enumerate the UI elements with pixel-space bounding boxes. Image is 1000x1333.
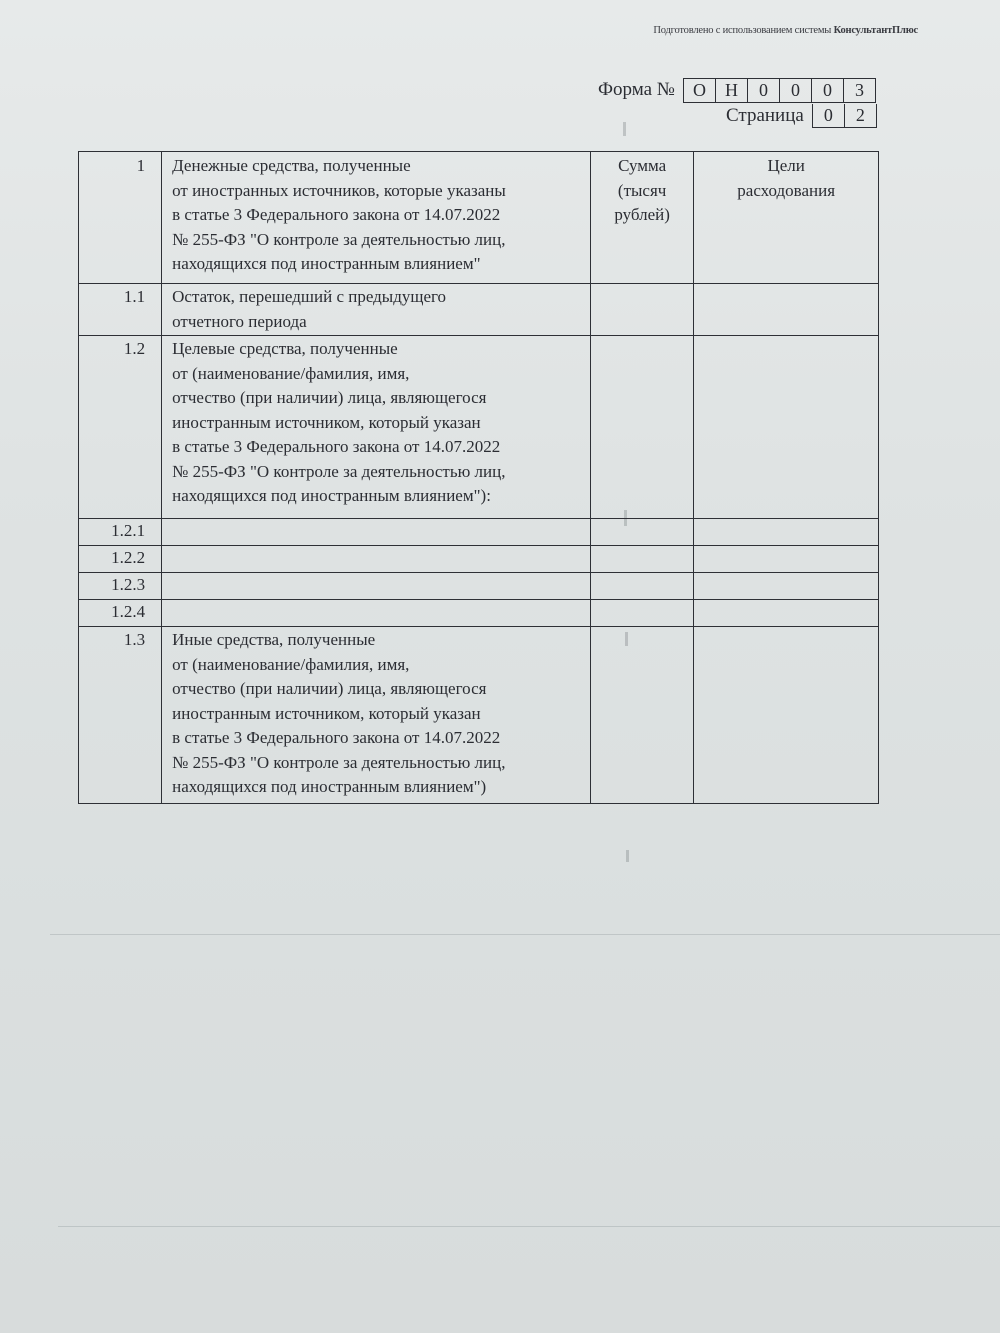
description-line: отчество (при наличии) лица, являющегося (172, 388, 487, 407)
description-line: отчетного периода (172, 311, 307, 331)
goals-cell (694, 336, 879, 519)
goals-header-line: Цели (767, 156, 805, 175)
form-code-cell: Н (716, 79, 748, 102)
row-description-cell (162, 546, 591, 573)
page-number-cell: 0 (813, 104, 845, 127)
sum-cell (590, 546, 693, 573)
row-number-cell (79, 627, 162, 804)
sum-cell (590, 600, 693, 627)
sum-column-header (590, 152, 693, 284)
sum-cell (590, 284, 693, 336)
description-line: иностранным источником, который указан (172, 412, 481, 432)
description-line: от иностранных источников, которые указаны (172, 180, 506, 200)
description-line: Денежные средства, полученные (172, 156, 411, 175)
description-line: находящихся под иностранным влиянием" (172, 254, 481, 273)
page-number-row (726, 103, 877, 129)
description-line: Иные средства, полученные (172, 630, 376, 649)
description-line: в статье 3 Федерального закона от 14.07.2022 (172, 205, 501, 224)
row-number: 1.2.2 (111, 548, 146, 567)
sum-cell (590, 573, 693, 600)
goals-header-line: расходования (737, 180, 836, 200)
row-number-cell (79, 573, 162, 600)
sum-header-line: рублей) (614, 205, 670, 224)
row-number-cell (79, 600, 162, 627)
goals-cell (694, 627, 879, 804)
table-header-row (79, 152, 879, 284)
sum-cell (590, 336, 693, 519)
sum-cell (590, 627, 693, 804)
table-row (79, 627, 879, 804)
row-number-cell (79, 152, 162, 284)
row-number: 1.2.3 (111, 575, 146, 594)
description-line: Остаток, перешедший с предыдущего (172, 287, 447, 306)
description-line: находящихся под иностранным влиянием") (172, 777, 487, 796)
row-description-cell (162, 284, 591, 336)
goals-cell (694, 284, 879, 336)
toner-speck (623, 122, 626, 136)
page-number-label: Страница (726, 105, 804, 126)
page-number-cell: 2 (845, 104, 877, 127)
table-row (79, 573, 879, 600)
row-description-cell (162, 152, 591, 284)
form-code-cell: 0 (748, 79, 780, 102)
table-row (79, 519, 879, 546)
row-number: 1.3 (123, 630, 146, 649)
row-number-cell (79, 519, 162, 546)
sum-cell (590, 519, 693, 546)
row-number-cell (79, 284, 162, 336)
row-number: 1.1 (123, 287, 146, 306)
description-line: в статье 3 Федерального закона от 14.07.2022 (172, 728, 501, 747)
form-code-cell: 3 (844, 79, 876, 102)
row-description-cell (162, 519, 591, 546)
description-line: находящихся под иностранным влиянием"): (172, 486, 491, 505)
goals-cell (694, 519, 879, 546)
description-line: Целевые средства, полученные (172, 339, 398, 358)
page-number-boxes (812, 104, 877, 128)
goals-cell (694, 546, 879, 573)
paper-fold-line (50, 934, 1000, 935)
form-code-cell: О (684, 79, 716, 102)
description-line: в статье 3 Федерального закона от 14.07.2022 (172, 437, 501, 456)
goals-column-header (694, 152, 879, 284)
description-line: от (наименование/фамилия, имя, (172, 363, 410, 383)
description-line: иностранным источником, который указан (172, 703, 481, 723)
brand-name: КонсультантПлюс (833, 25, 918, 36)
prepared-with-text: Подготовлено с использованием системы (653, 25, 834, 36)
description-line: № 255-ФЗ "О контроле за деятельностью лиц, (172, 461, 506, 481)
row-number: 1.2.4 (111, 602, 146, 621)
row-description-cell (162, 627, 591, 804)
form-code-cell: 0 (812, 79, 844, 102)
row-description-cell (162, 600, 591, 627)
description-line: № 255-ФЗ "О контроле за деятельностью лиц, (172, 752, 506, 772)
goals-cell (694, 600, 879, 627)
row-number-cell (79, 336, 162, 519)
description-line: от (наименование/фамилия, имя, (172, 654, 410, 674)
funds-table (78, 151, 879, 804)
sum-header-line: Сумма (618, 156, 667, 175)
row-number: 1.2.1 (111, 521, 146, 540)
row-number-cell (79, 546, 162, 573)
row-description-cell (162, 336, 591, 519)
prepared-with-note (653, 25, 918, 36)
table-row (79, 284, 879, 336)
form-code-boxes (683, 78, 876, 103)
row-description-cell (162, 573, 591, 600)
row-number: 1.2 (123, 339, 146, 358)
sum-header-line: (тысяч (617, 180, 667, 200)
row-number: 1 (136, 156, 146, 175)
goals-cell (694, 573, 879, 600)
form-number-row (598, 77, 876, 103)
paper-fold-line (58, 1226, 1000, 1227)
form-code-cell: 0 (780, 79, 812, 102)
description-line: отчество (при наличии) лица, являющегося (172, 679, 487, 698)
form-number-label: Форма № (598, 79, 675, 100)
table-row (79, 600, 879, 627)
toner-speck (626, 850, 629, 862)
table-row (79, 546, 879, 573)
description-line: № 255-ФЗ "О контроле за деятельностью лиц, (172, 229, 506, 249)
table-row (79, 336, 879, 519)
